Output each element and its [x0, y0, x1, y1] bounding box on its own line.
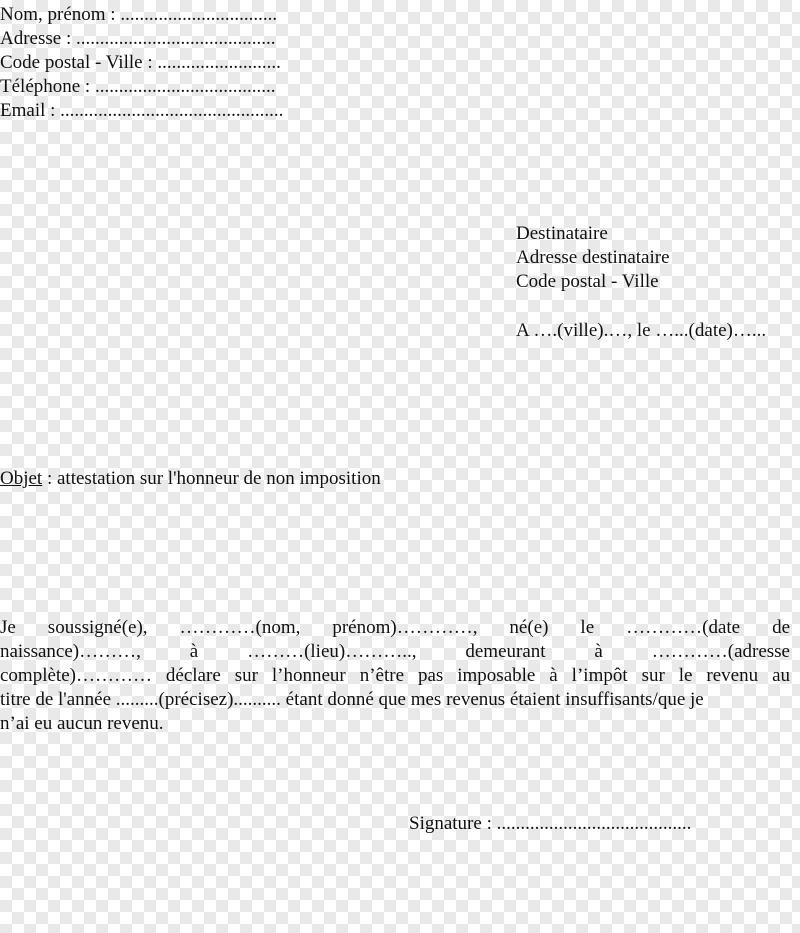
sender-phone-line: Téléphone : ......................................	[0, 76, 276, 97]
place-date-line: A ….(ville).…, le …...(date)…...	[516, 320, 767, 341]
body-paragraph	[0, 616, 790, 736]
recipient-address: Adresse destinataire	[516, 247, 670, 268]
sender-postal-city-line: Code postal - Ville : ..........................	[0, 52, 281, 73]
subject-line	[0, 467, 381, 491]
recipient-block	[516, 222, 670, 294]
body-line-2: naissance)………, à ………(lieu)……….., demeurant à …………(adresse	[0, 641, 790, 662]
body-line-4: titre de l'année .........(précisez).......... étant donné que mes revenus étaient insuffisants/que je	[0, 689, 704, 710]
body-line-5: n’ai eu aucun revenu.	[0, 713, 164, 734]
sender-name-line: Nom, prénom : .................................	[0, 4, 278, 25]
recipient-name: Destinataire	[516, 223, 608, 244]
body-line-3: complète)………… déclare sur l’honneur n’être pas imposable à l’impôt sur le revenu au	[0, 665, 790, 686]
subject-label: Objet	[0, 468, 43, 489]
body-line-1: Je soussigné(e), …………(nom, prénom)…………, né(e) le …………(date de	[0, 617, 790, 638]
sender-address-line: Adresse : ..........................................	[0, 28, 276, 49]
sender-block	[0, 3, 283, 123]
signature-line: Signature : .........................................	[409, 813, 692, 834]
sender-email-line: Email : ...............................................	[0, 100, 284, 121]
subject-text: : attestation sur l'honneur de non imposition	[42, 468, 381, 489]
recipient-postal-city: Code postal - Ville	[516, 271, 659, 292]
